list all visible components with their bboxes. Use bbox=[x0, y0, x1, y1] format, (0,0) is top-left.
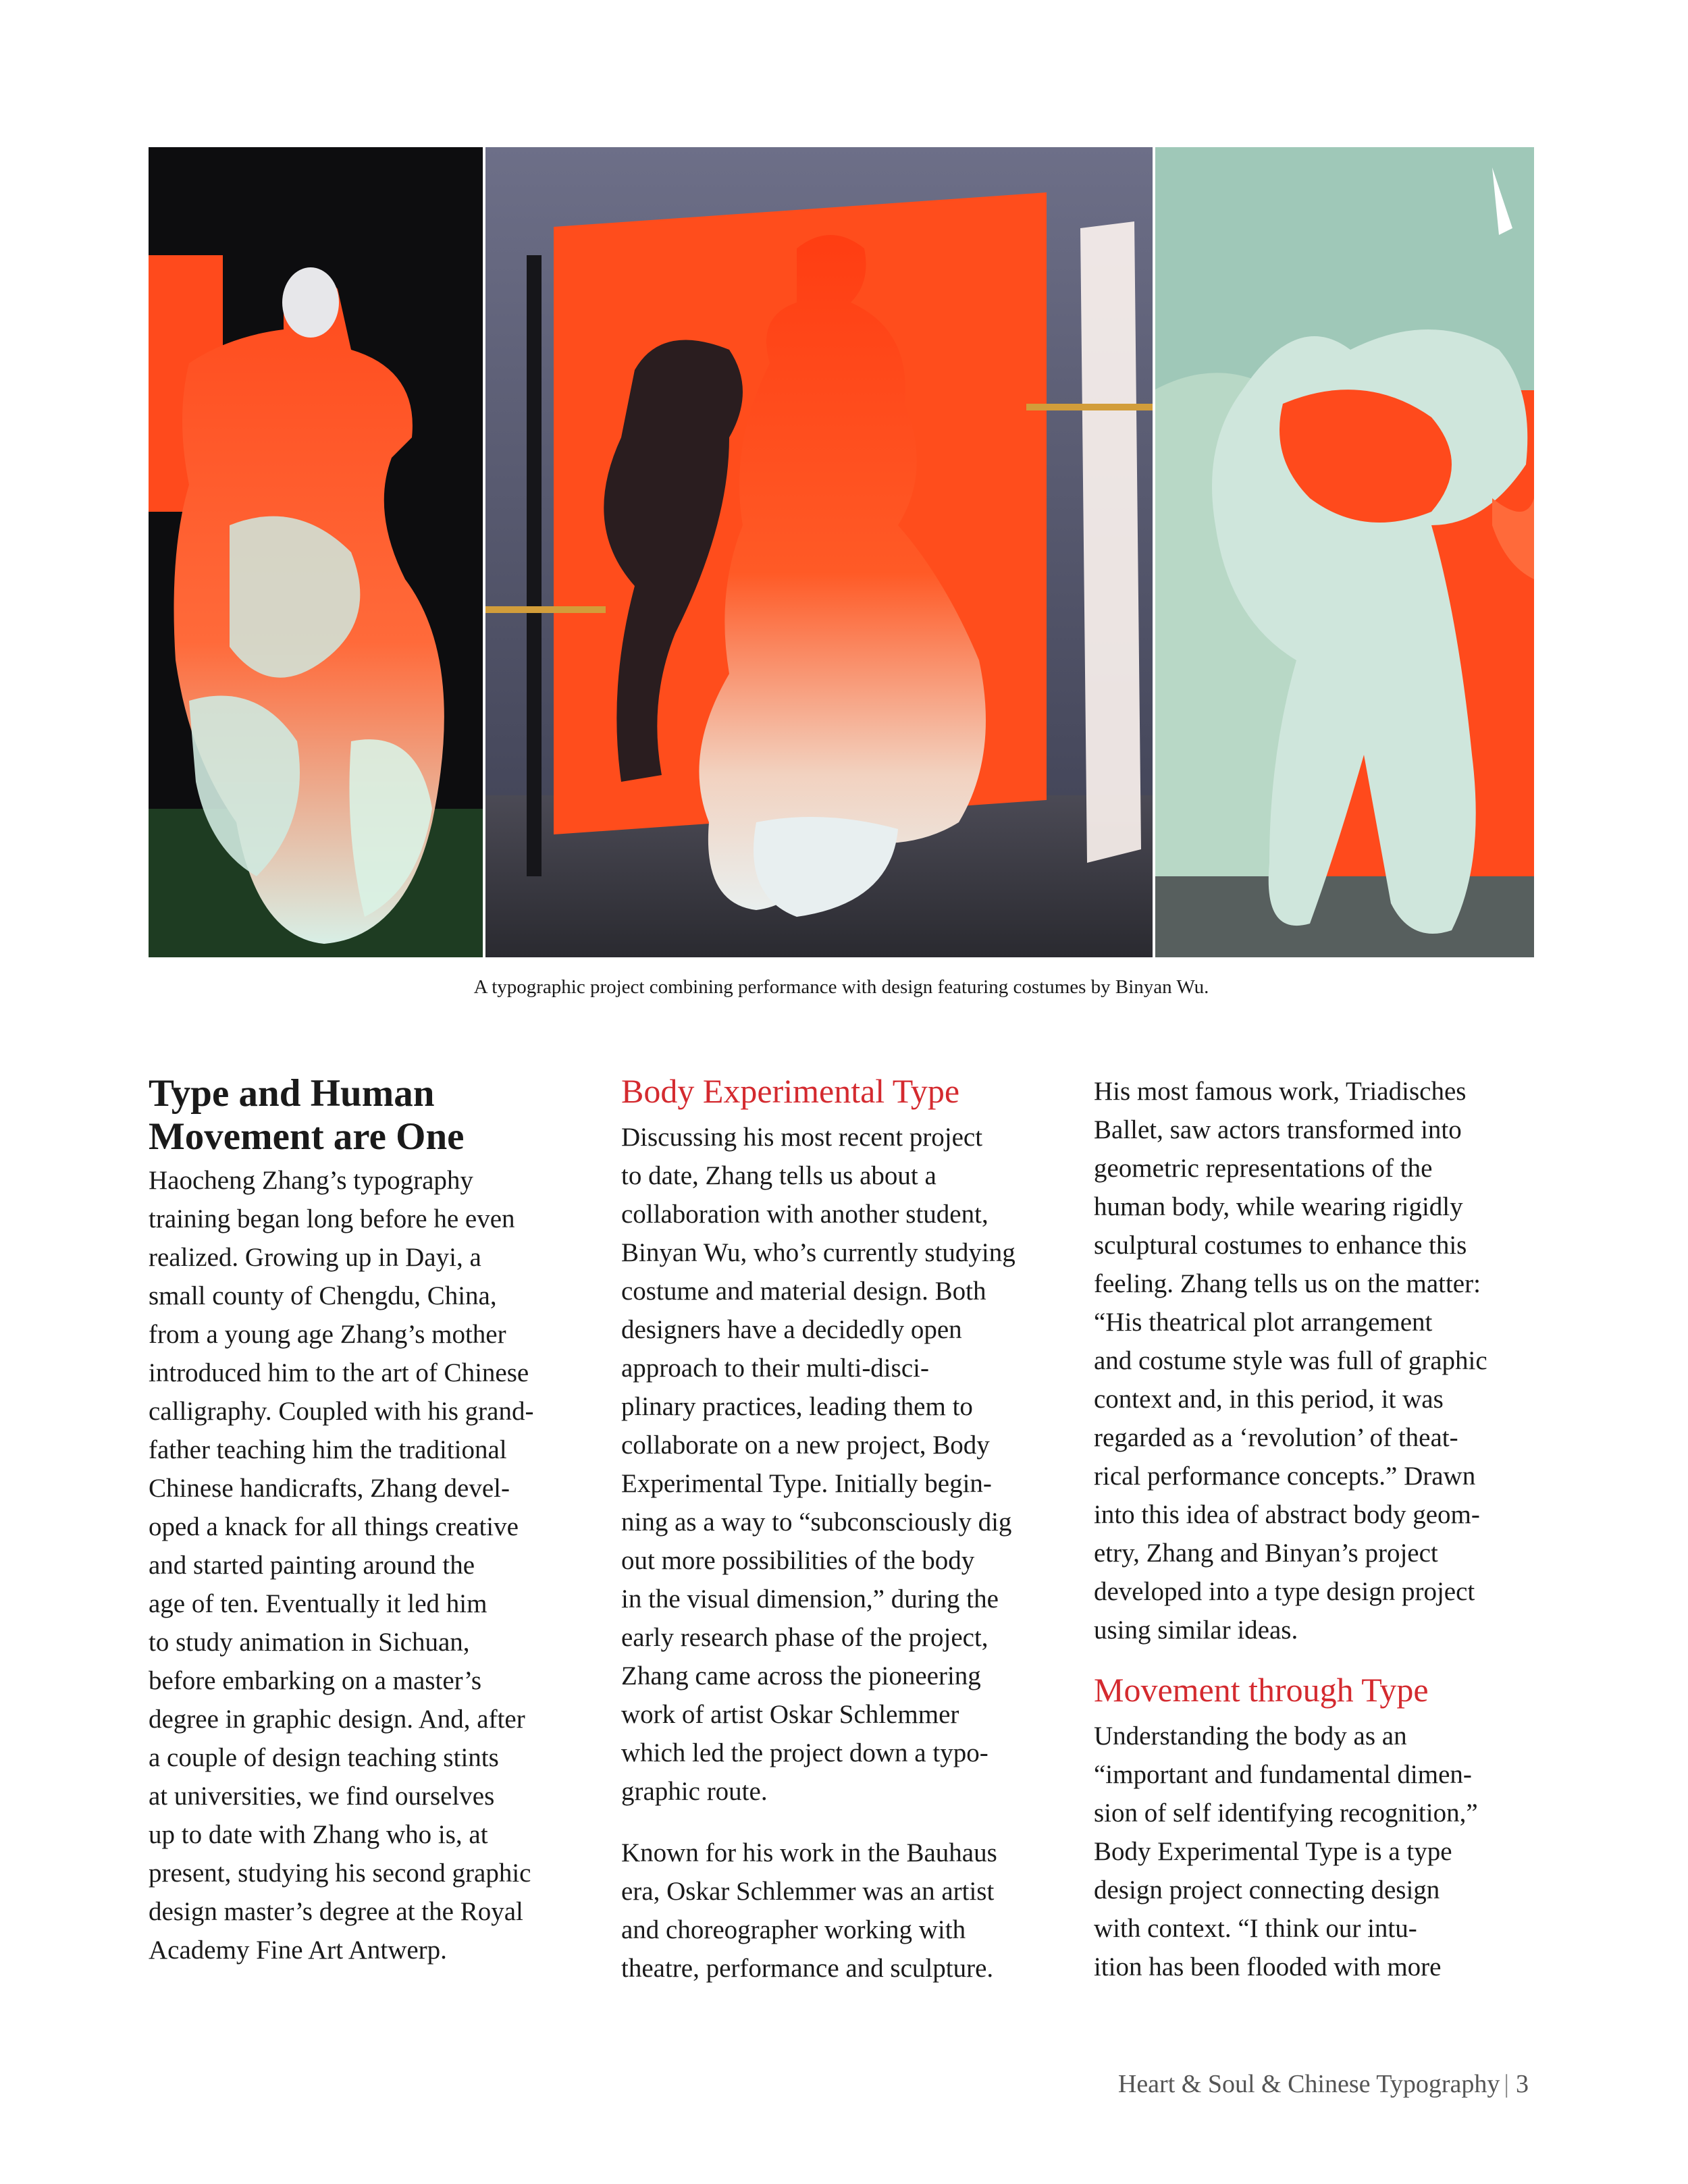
body-line: design project connecting design bbox=[1094, 1875, 1440, 1905]
body-line: introduced him to the art of Chinese bbox=[149, 1358, 529, 1387]
panel-right bbox=[1154, 147, 1534, 957]
body-line: theatre, performance and sculpture. bbox=[621, 1954, 994, 1983]
body-line: regarded as a ‘revolution’ of theat- bbox=[1094, 1423, 1458, 1452]
panel-left bbox=[149, 147, 484, 957]
hero-photo bbox=[149, 147, 1534, 957]
body-line: graphic route. bbox=[621, 1777, 768, 1806]
body-line: collaboration with another student, bbox=[621, 1200, 988, 1229]
body-line: developed into a type design project bbox=[1094, 1577, 1475, 1606]
body-line: realized. Growing up in Dayi, a bbox=[149, 1243, 481, 1272]
publication-title: Heart & Soul & Chinese Typography bbox=[1117, 2070, 1500, 2098]
body-line: from a young age Zhang’s mother bbox=[149, 1320, 506, 1349]
body-line: sculptural costumes to enhance this bbox=[1094, 1231, 1467, 1260]
body-paragraph bbox=[621, 1834, 1067, 1988]
body-line: Zhang came across the pioneering bbox=[621, 1661, 981, 1690]
body-line: His most famous work, Triadisches bbox=[1094, 1077, 1467, 1106]
body-line: context and, in this period, it was bbox=[1094, 1385, 1444, 1414]
body-line: etry, Zhang and Binyan’s project bbox=[1094, 1539, 1438, 1568]
paragraph-gap bbox=[621, 1811, 1067, 1834]
body-line: human body, while wearing rigidly bbox=[1094, 1192, 1463, 1221]
body-paragraph bbox=[149, 1161, 594, 1969]
body-line: feeling. Zhang tells us on the matter: bbox=[1094, 1269, 1481, 1298]
section-heading: Movement through Type bbox=[1094, 1671, 1429, 1709]
footer-separator: | bbox=[1504, 2070, 1509, 2098]
body-paragraph bbox=[621, 1118, 1067, 1811]
body-line: Haocheng Zhang’s typography bbox=[149, 1166, 473, 1195]
body-line: a couple of design teaching stints bbox=[149, 1743, 499, 1772]
page-footer bbox=[1118, 2069, 1529, 2099]
photo-caption: A typographic project combining performance with design featuring costumes by Binyan Wu. bbox=[473, 976, 1209, 998]
body-paragraph bbox=[1094, 1072, 1539, 1649]
body-line: “His theatrical plot arrangement bbox=[1094, 1308, 1433, 1337]
body-line: design master’s degree at the Royal bbox=[149, 1897, 523, 1926]
body-line: collaborate on a new project, Body bbox=[621, 1431, 990, 1460]
page-number: 3 bbox=[1516, 2070, 1529, 2098]
body-line: oped a knack for all things creative bbox=[149, 1512, 519, 1541]
body-line: calligraphy. Coupled with his grand- bbox=[149, 1397, 534, 1426]
body-line: to date, Zhang tells us about a bbox=[621, 1161, 937, 1190]
body-line: Known for his work in the Bauhaus bbox=[621, 1838, 997, 1867]
body-line: Understanding the body as an bbox=[1094, 1722, 1407, 1751]
body-line: designers have a decidedly open bbox=[621, 1315, 962, 1344]
panel-center bbox=[484, 147, 1155, 957]
body-line: plinary practices, leading them to bbox=[621, 1392, 973, 1421]
body-line: and started painting around the bbox=[149, 1551, 475, 1580]
body-line: Binyan Wu, who’s currently studying bbox=[621, 1238, 1016, 1267]
body-line: out more possibilities of the body bbox=[621, 1546, 975, 1575]
body-line: Body Experimental Type is a type bbox=[1094, 1837, 1452, 1866]
photo-triptych-icon bbox=[149, 147, 1534, 957]
body-line: “important and fundamental dimen- bbox=[1094, 1760, 1472, 1789]
body-line: costume and material design. Both bbox=[621, 1277, 986, 1306]
body-line: which led the project down a typo- bbox=[621, 1738, 988, 1767]
column-3 bbox=[1094, 1072, 1539, 1986]
body-line: using similar ideas. bbox=[1094, 1616, 1298, 1645]
column-1 bbox=[149, 1072, 594, 1969]
body-line: early research phase of the project, bbox=[621, 1623, 988, 1652]
body-line: before embarking on a master’s bbox=[149, 1666, 482, 1695]
body-line: work of artist Oskar Schlemmer bbox=[621, 1700, 959, 1729]
body-line: Academy Fine Art Antwerp. bbox=[149, 1936, 447, 1965]
body-line: at universities, we find ourselves bbox=[149, 1782, 495, 1811]
body-line: era, Oskar Schlemmer was an artist bbox=[621, 1877, 995, 1906]
body-line: Chinese handicrafts, Zhang devel- bbox=[149, 1474, 510, 1503]
article-title bbox=[149, 1072, 594, 1158]
body-line: to study animation in Sichuan, bbox=[149, 1628, 470, 1657]
body-line: sion of self identifying recognition,” bbox=[1094, 1799, 1478, 1828]
body-line: Experimental Type. Initially begin- bbox=[621, 1469, 992, 1498]
section-heading: Body Experimental Type bbox=[621, 1072, 960, 1110]
article-title-line: Movement are One bbox=[149, 1115, 465, 1158]
body-line: degree in graphic design. And, after bbox=[149, 1705, 525, 1734]
body-line: approach to their multi-disci- bbox=[621, 1354, 929, 1383]
body-paragraph bbox=[1094, 1717, 1539, 1986]
body-line: up to date with Zhang who is, at bbox=[149, 1820, 488, 1849]
body-line: and costume style was full of graphic bbox=[1094, 1346, 1487, 1375]
body-line: rical performance concepts.” Drawn bbox=[1094, 1462, 1476, 1491]
body-line: Discussing his most recent project bbox=[621, 1123, 983, 1152]
body-line: small county of Chengdu, China, bbox=[149, 1281, 497, 1310]
body-line: Ballet, saw actors transformed into bbox=[1094, 1115, 1462, 1144]
body-line: with context. “I think our intu- bbox=[1094, 1914, 1417, 1943]
article-title-line: Type and Human bbox=[149, 1072, 435, 1115]
body-line: ition has been flooded with more bbox=[1094, 1952, 1442, 1981]
body-line: ning as a way to “subconsciously dig bbox=[621, 1508, 1012, 1537]
body-line: present, studying his second graphic bbox=[149, 1859, 531, 1888]
body-line: in the visual dimension,” during the bbox=[621, 1584, 999, 1614]
body-line: and choreographer working with bbox=[621, 1915, 966, 1944]
body-line: into this idea of abstract body geom- bbox=[1094, 1500, 1480, 1529]
body-line: geometric representations of the bbox=[1094, 1154, 1433, 1183]
column-2 bbox=[621, 1072, 1067, 1988]
body-line: training began long before he even bbox=[149, 1204, 515, 1233]
body-line: age of ten. Eventually it led him bbox=[149, 1589, 487, 1618]
body-line: father teaching him the traditional bbox=[149, 1435, 507, 1464]
